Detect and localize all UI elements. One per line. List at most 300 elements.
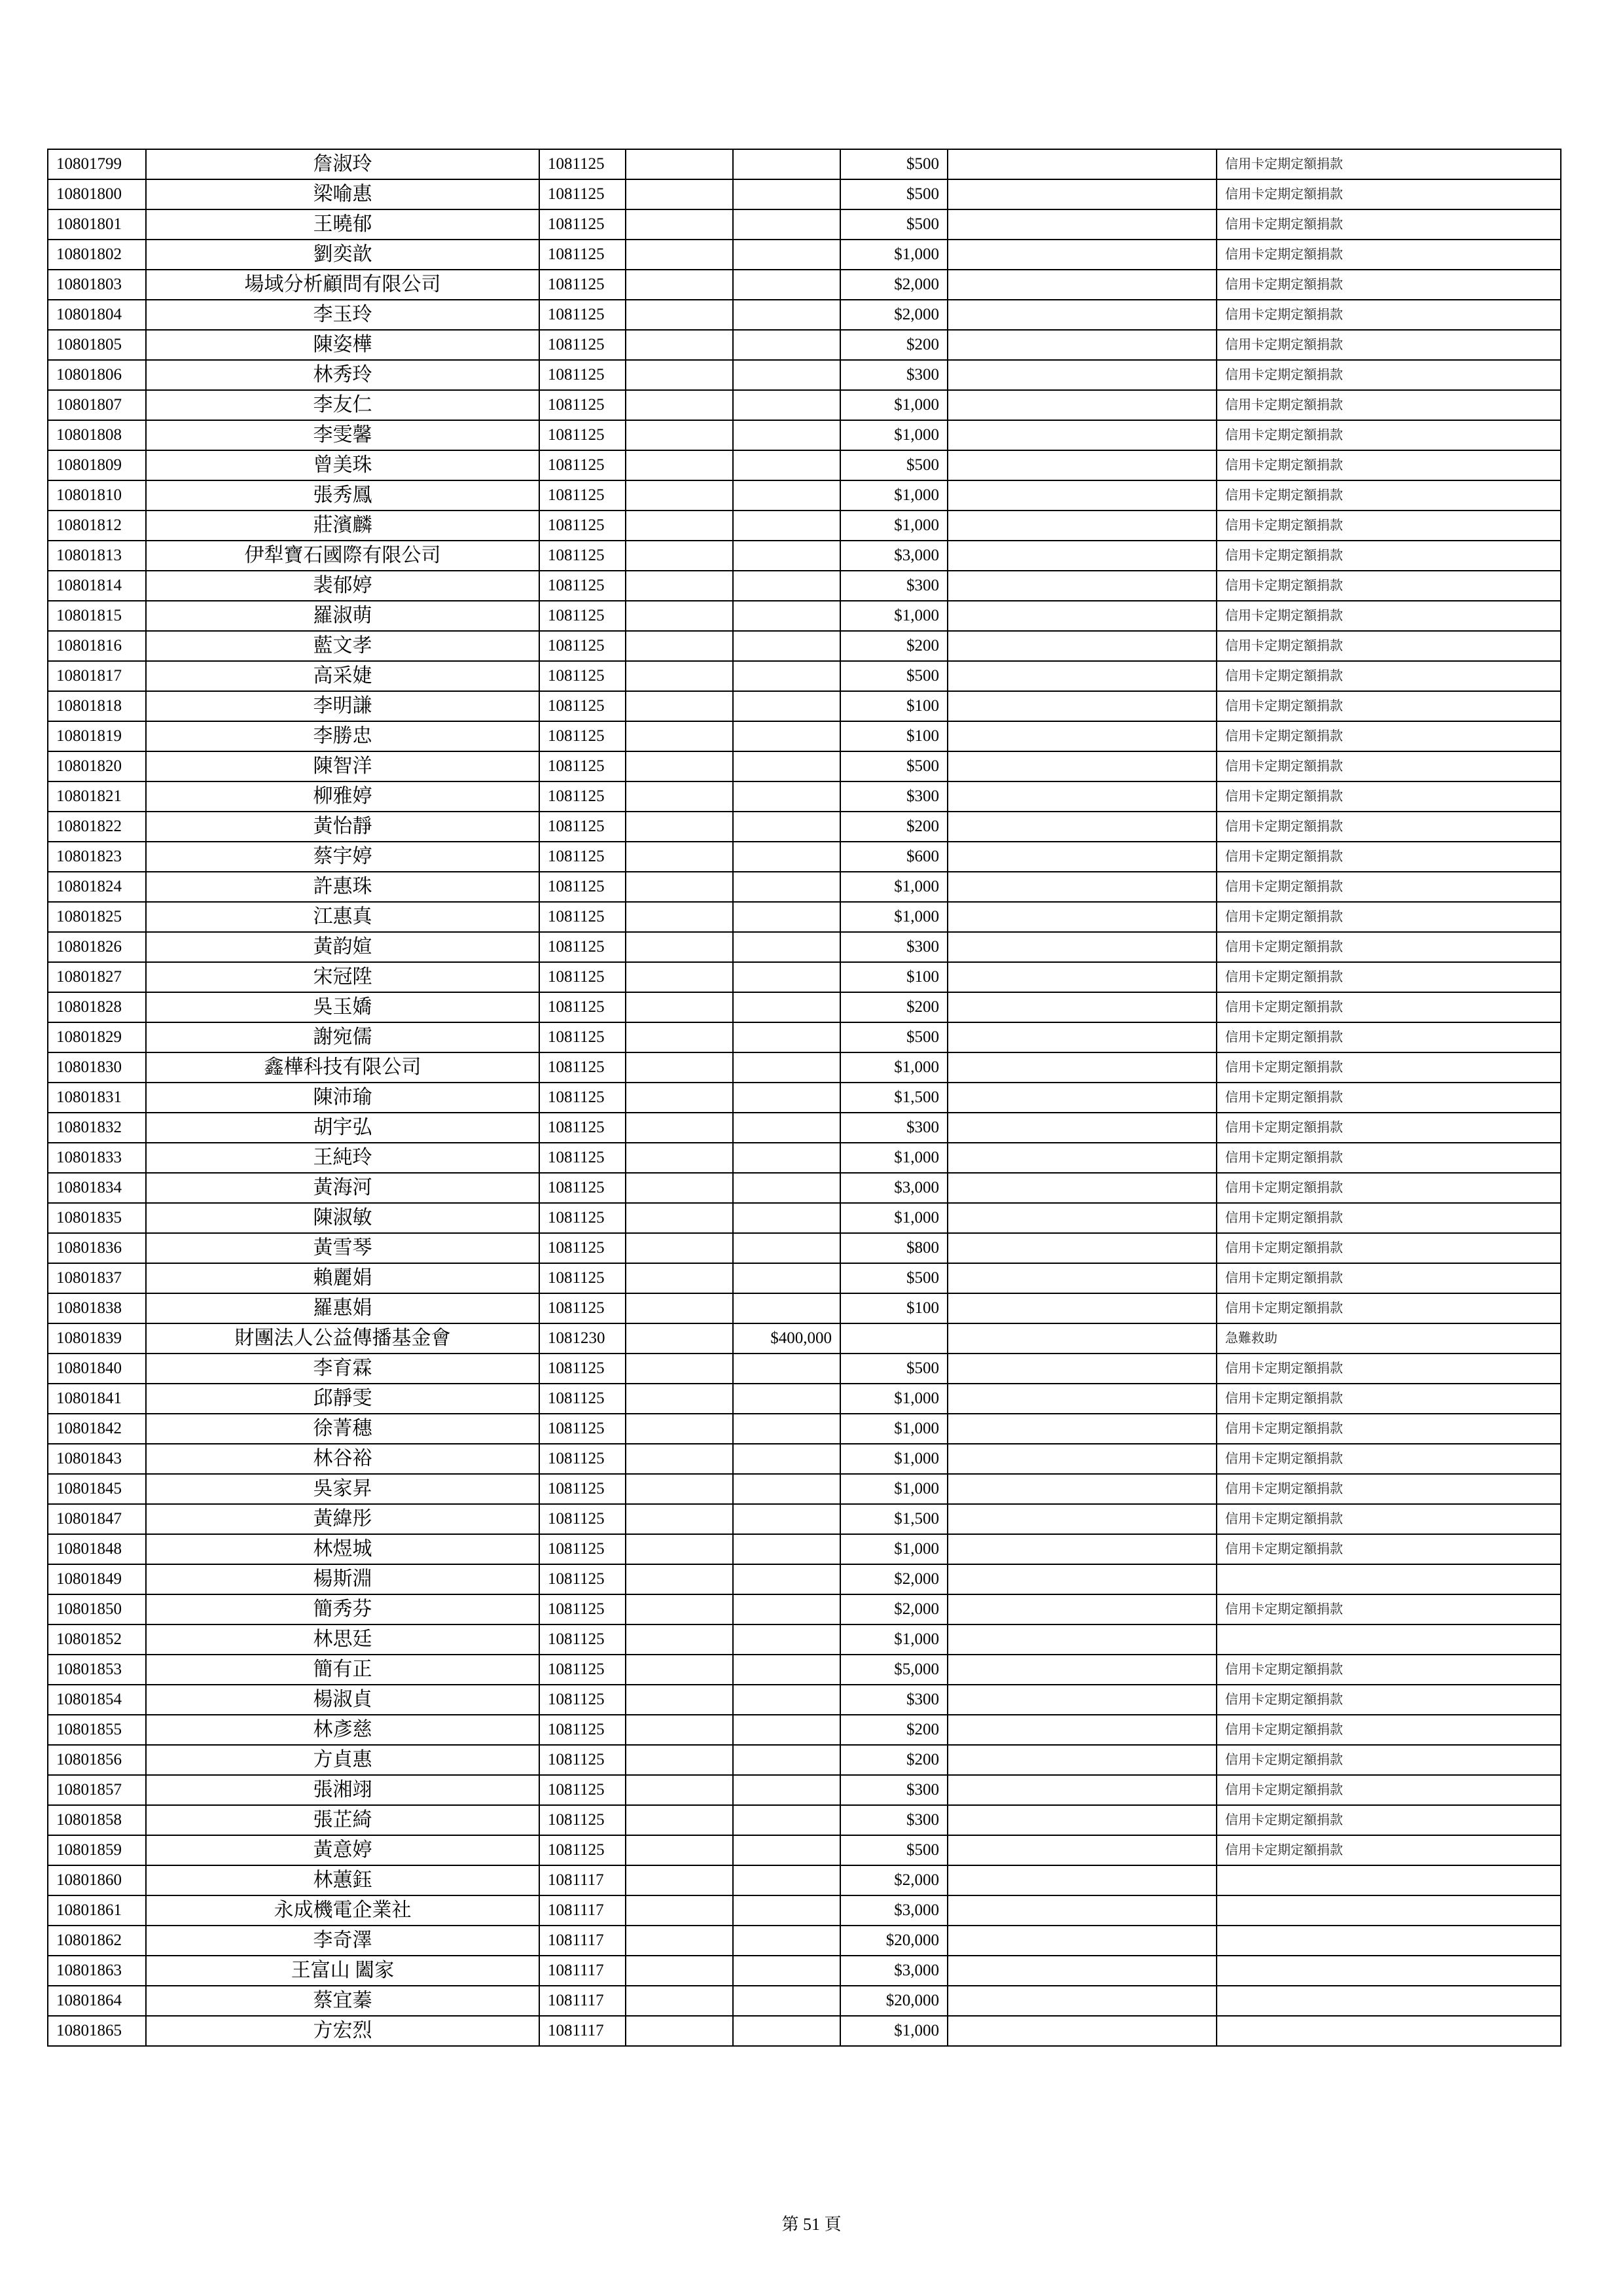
column-7-cell bbox=[948, 1504, 1217, 1534]
table-row bbox=[48, 1594, 1561, 1624]
column-5-amount-cell bbox=[733, 1534, 840, 1564]
receipt-number-cell: 10801850 bbox=[48, 1594, 146, 1624]
donation-amount-cell: $500 bbox=[840, 1022, 948, 1052]
column-7-cell bbox=[948, 1083, 1217, 1113]
donation-amount-cell: $1,000 bbox=[840, 390, 948, 420]
column-7-cell bbox=[948, 209, 1217, 240]
column-5-amount-cell bbox=[733, 1444, 840, 1474]
column-7-cell bbox=[948, 1444, 1217, 1474]
donor-name-cell: 林彥慈 bbox=[146, 1715, 539, 1745]
donor-name-cell: 黃韵媗 bbox=[146, 932, 539, 962]
column-7-cell bbox=[948, 1986, 1217, 2016]
column-5-amount-cell bbox=[733, 1203, 840, 1233]
receipt-number-cell: 10801863 bbox=[48, 1956, 146, 1986]
table-row bbox=[48, 1986, 1561, 2016]
receipt-number-cell: 10801830 bbox=[48, 1052, 146, 1083]
column-4-cell bbox=[626, 1745, 733, 1775]
donor-name-cell: 簡有正 bbox=[146, 1655, 539, 1685]
donation-date-cell: 1081230 bbox=[539, 1323, 626, 1354]
table-row bbox=[48, 420, 1561, 450]
donation-note-cell: 信用卡定期定額捐款 bbox=[1217, 149, 1561, 179]
donation-amount-cell: $300 bbox=[840, 1805, 948, 1835]
donor-name-cell: 蔡宜蓁 bbox=[146, 1986, 539, 2016]
column-7-cell bbox=[948, 691, 1217, 721]
donation-note-cell: 信用卡定期定額捐款 bbox=[1217, 1022, 1561, 1052]
donor-name-cell: 羅惠娟 bbox=[146, 1293, 539, 1323]
table-row bbox=[48, 962, 1561, 992]
donation-date-cell: 1081125 bbox=[539, 721, 626, 751]
column-5-amount-cell bbox=[733, 992, 840, 1022]
donor-name-cell: 場域分析顧問有限公司 bbox=[146, 270, 539, 300]
donation-amount-cell: $200 bbox=[840, 992, 948, 1022]
donation-amount-cell: $20,000 bbox=[840, 1986, 948, 2016]
column-5-amount-cell bbox=[733, 631, 840, 661]
donation-date-cell: 1081125 bbox=[539, 932, 626, 962]
column-7-cell bbox=[948, 962, 1217, 992]
donation-note-cell: 信用卡定期定額捐款 bbox=[1217, 1775, 1561, 1805]
table-row bbox=[48, 1775, 1561, 1805]
column-4-cell bbox=[626, 300, 733, 330]
column-7-cell bbox=[948, 149, 1217, 179]
donor-name-cell: 江惠真 bbox=[146, 902, 539, 932]
donation-amount-cell: $200 bbox=[840, 631, 948, 661]
donation-amount-cell: $500 bbox=[840, 179, 948, 209]
table-row bbox=[48, 902, 1561, 932]
donation-note-cell: 信用卡定期定額捐款 bbox=[1217, 541, 1561, 571]
table-row bbox=[48, 571, 1561, 601]
donor-name-cell: 林思廷 bbox=[146, 1624, 539, 1655]
donation-date-cell: 1081125 bbox=[539, 1143, 626, 1173]
receipt-number-cell: 10801841 bbox=[48, 1384, 146, 1414]
column-7-cell bbox=[948, 842, 1217, 872]
donation-date-cell: 1081125 bbox=[539, 691, 626, 721]
donation-amount-cell: $2,000 bbox=[840, 1865, 948, 1895]
donation-date-cell: 1081125 bbox=[539, 1474, 626, 1504]
column-5-amount-cell bbox=[733, 1474, 840, 1504]
column-7-cell bbox=[948, 541, 1217, 571]
receipt-number-cell: 10801814 bbox=[48, 571, 146, 601]
receipt-number-cell: 10801813 bbox=[48, 541, 146, 571]
donation-amount-cell: $300 bbox=[840, 932, 948, 962]
donation-date-cell: 1081125 bbox=[539, 1173, 626, 1203]
column-5-amount-cell bbox=[733, 571, 840, 601]
column-7-cell bbox=[948, 1956, 1217, 1986]
column-5-amount-cell bbox=[733, 330, 840, 360]
column-5-amount-cell bbox=[733, 1263, 840, 1293]
receipt-number-cell: 10801826 bbox=[48, 932, 146, 962]
receipt-number-cell: 10801820 bbox=[48, 751, 146, 781]
donation-note-cell: 信用卡定期定額捐款 bbox=[1217, 1263, 1561, 1293]
donation-date-cell: 1081125 bbox=[539, 1444, 626, 1474]
receipt-number-cell: 10801836 bbox=[48, 1233, 146, 1263]
donation-date-cell: 1081125 bbox=[539, 1624, 626, 1655]
donation-note-cell: 信用卡定期定額捐款 bbox=[1217, 360, 1561, 390]
column-4-cell bbox=[626, 360, 733, 390]
donor-name-cell: 李奇澤 bbox=[146, 1926, 539, 1956]
donation-date-cell: 1081125 bbox=[539, 781, 626, 812]
column-7-cell bbox=[948, 1805, 1217, 1835]
donor-name-cell: 莊濱麟 bbox=[146, 511, 539, 541]
donation-amount-cell: $300 bbox=[840, 1775, 948, 1805]
receipt-number-cell: 10801832 bbox=[48, 1113, 146, 1143]
column-4-cell bbox=[626, 992, 733, 1022]
column-4-cell bbox=[626, 1263, 733, 1293]
column-5-amount-cell bbox=[733, 300, 840, 330]
donation-date-cell: 1081125 bbox=[539, 1113, 626, 1143]
column-7-cell bbox=[948, 270, 1217, 300]
donation-note-cell: 信用卡定期定額捐款 bbox=[1217, 209, 1561, 240]
donation-amount-cell: $300 bbox=[840, 781, 948, 812]
column-5-amount-cell bbox=[733, 511, 840, 541]
donor-name-cell: 柳雅婷 bbox=[146, 781, 539, 812]
donor-name-cell: 賴麗娟 bbox=[146, 1263, 539, 1293]
donation-date-cell: 1081125 bbox=[539, 842, 626, 872]
table-row bbox=[48, 330, 1561, 360]
donor-name-cell: 財團法人公益傳播基金會 bbox=[146, 1323, 539, 1354]
donation-date-cell: 1081125 bbox=[539, 1534, 626, 1564]
donation-amount-cell: $500 bbox=[840, 450, 948, 480]
column-4-cell bbox=[626, 149, 733, 179]
column-4-cell bbox=[626, 420, 733, 450]
table-row bbox=[48, 1414, 1561, 1444]
donor-name-cell: 謝宛儒 bbox=[146, 1022, 539, 1052]
column-5-amount-cell bbox=[733, 1805, 840, 1835]
donation-amount-cell: $1,000 bbox=[840, 1414, 948, 1444]
column-5-amount-cell bbox=[733, 240, 840, 270]
column-5-amount-cell bbox=[733, 932, 840, 962]
donation-amount-cell: $500 bbox=[840, 661, 948, 691]
column-7-cell bbox=[948, 1173, 1217, 1203]
donation-amount-cell: $500 bbox=[840, 1835, 948, 1865]
donation-note-cell: 信用卡定期定額捐款 bbox=[1217, 781, 1561, 812]
column-5-amount-cell bbox=[733, 1083, 840, 1113]
column-4-cell bbox=[626, 1323, 733, 1354]
column-7-cell bbox=[948, 1263, 1217, 1293]
donation-note-cell: 信用卡定期定額捐款 bbox=[1217, 1745, 1561, 1775]
donation-note-cell: 信用卡定期定額捐款 bbox=[1217, 1293, 1561, 1323]
column-4-cell bbox=[626, 932, 733, 962]
receipt-number-cell: 10801822 bbox=[48, 812, 146, 842]
column-7-cell bbox=[948, 1534, 1217, 1564]
donation-date-cell: 1081125 bbox=[539, 179, 626, 209]
column-5-amount-cell bbox=[733, 872, 840, 902]
column-5-amount-cell bbox=[733, 1384, 840, 1414]
donor-name-cell: 宋冠陞 bbox=[146, 962, 539, 992]
column-4-cell bbox=[626, 480, 733, 511]
column-4-cell bbox=[626, 330, 733, 360]
column-7-cell bbox=[948, 1384, 1217, 1414]
column-4-cell bbox=[626, 781, 733, 812]
donation-date-cell: 1081125 bbox=[539, 450, 626, 480]
donation-date-cell: 1081125 bbox=[539, 541, 626, 571]
column-5-amount-cell bbox=[733, 1143, 840, 1173]
donor-name-cell: 黃緯彤 bbox=[146, 1504, 539, 1534]
column-4-cell bbox=[626, 1143, 733, 1173]
donation-date-cell: 1081125 bbox=[539, 1805, 626, 1835]
donation-date-cell: 1081125 bbox=[539, 812, 626, 842]
table-row bbox=[48, 1745, 1561, 1775]
column-7-cell bbox=[948, 1474, 1217, 1504]
table-row bbox=[48, 179, 1561, 209]
donation-date-cell: 1081125 bbox=[539, 962, 626, 992]
column-5-amount-cell bbox=[733, 1685, 840, 1715]
column-4-cell bbox=[626, 541, 733, 571]
donation-amount-cell: $2,000 bbox=[840, 300, 948, 330]
donation-date-cell: 1081125 bbox=[539, 1354, 626, 1384]
receipt-number-cell: 10801852 bbox=[48, 1624, 146, 1655]
donor-name-cell: 王純玲 bbox=[146, 1143, 539, 1173]
donor-name-cell: 張芷綺 bbox=[146, 1805, 539, 1835]
column-5-amount-cell bbox=[733, 1414, 840, 1444]
donation-date-cell: 1081125 bbox=[539, 1083, 626, 1113]
column-5-amount-cell bbox=[733, 149, 840, 179]
column-7-cell bbox=[948, 872, 1217, 902]
column-5-amount-cell bbox=[733, 691, 840, 721]
column-4-cell bbox=[626, 1534, 733, 1564]
receipt-number-cell: 10801837 bbox=[48, 1263, 146, 1293]
column-4-cell bbox=[626, 1052, 733, 1083]
column-4-cell bbox=[626, 1655, 733, 1685]
column-5-amount-cell bbox=[733, 390, 840, 420]
column-7-cell bbox=[948, 1564, 1217, 1594]
donation-date-cell: 1081125 bbox=[539, 330, 626, 360]
donation-note-cell: 信用卡定期定額捐款 bbox=[1217, 661, 1561, 691]
column-7-cell bbox=[948, 601, 1217, 631]
donation-note-cell bbox=[1217, 1986, 1561, 2016]
donor-name-cell: 伊犁寶石國際有限公司 bbox=[146, 541, 539, 571]
donation-date-cell: 1081125 bbox=[539, 1384, 626, 1414]
column-4-cell bbox=[626, 1594, 733, 1624]
donation-amount-cell bbox=[840, 1323, 948, 1354]
column-4-cell bbox=[626, 1624, 733, 1655]
donation-amount-cell: $300 bbox=[840, 360, 948, 390]
donor-name-cell: 陳姿樺 bbox=[146, 330, 539, 360]
donation-date-cell: 1081125 bbox=[539, 1685, 626, 1715]
donation-note-cell: 信用卡定期定額捐款 bbox=[1217, 1052, 1561, 1083]
column-4-cell bbox=[626, 209, 733, 240]
receipt-number-cell: 10801807 bbox=[48, 390, 146, 420]
table-row bbox=[48, 631, 1561, 661]
receipt-number-cell: 10801854 bbox=[48, 1685, 146, 1715]
donor-name-cell: 梁喻惠 bbox=[146, 179, 539, 209]
column-5-amount-cell bbox=[733, 1564, 840, 1594]
donation-amount-cell: $1,000 bbox=[840, 420, 948, 450]
donation-ledger-table bbox=[47, 149, 1561, 2047]
table-row bbox=[48, 1143, 1561, 1173]
donation-amount-cell: $800 bbox=[840, 1233, 948, 1263]
donation-amount-cell: $3,000 bbox=[840, 1173, 948, 1203]
donor-name-cell: 鑫樺科技有限公司 bbox=[146, 1052, 539, 1083]
receipt-number-cell: 10801847 bbox=[48, 1504, 146, 1534]
receipt-number-cell: 10801800 bbox=[48, 179, 146, 209]
receipt-number-cell: 10801802 bbox=[48, 240, 146, 270]
receipt-number-cell: 10801824 bbox=[48, 872, 146, 902]
column-5-amount-cell bbox=[733, 1715, 840, 1745]
column-4-cell bbox=[626, 1685, 733, 1715]
donor-name-cell: 王曉郁 bbox=[146, 209, 539, 240]
donation-note-cell: 信用卡定期定額捐款 bbox=[1217, 601, 1561, 631]
column-7-cell bbox=[948, 812, 1217, 842]
table-row bbox=[48, 511, 1561, 541]
donation-note-cell: 信用卡定期定額捐款 bbox=[1217, 751, 1561, 781]
table-row bbox=[48, 450, 1561, 480]
donation-amount-cell: $1,000 bbox=[840, 240, 948, 270]
column-5-amount-cell bbox=[733, 902, 840, 932]
donor-name-cell: 陳沛瑜 bbox=[146, 1083, 539, 1113]
donor-name-cell: 林蕙鈺 bbox=[146, 1865, 539, 1895]
donor-name-cell: 陳淑敏 bbox=[146, 1203, 539, 1233]
donation-amount-cell: $2,000 bbox=[840, 1594, 948, 1624]
table-row bbox=[48, 2016, 1561, 2046]
donation-amount-cell: $200 bbox=[840, 330, 948, 360]
column-4-cell bbox=[626, 1835, 733, 1865]
table-row bbox=[48, 842, 1561, 872]
receipt-number-cell: 10801855 bbox=[48, 1715, 146, 1745]
column-4-cell bbox=[626, 1414, 733, 1444]
column-5-amount-cell bbox=[733, 209, 840, 240]
table-row bbox=[48, 781, 1561, 812]
column-5-amount-cell bbox=[733, 1865, 840, 1895]
receipt-number-cell: 10801805 bbox=[48, 330, 146, 360]
column-4-cell bbox=[626, 1956, 733, 1986]
column-7-cell bbox=[948, 450, 1217, 480]
donation-note-cell: 信用卡定期定額捐款 bbox=[1217, 480, 1561, 511]
column-5-amount-cell bbox=[733, 1504, 840, 1534]
donation-amount-cell: $100 bbox=[840, 691, 948, 721]
receipt-number-cell: 10801809 bbox=[48, 450, 146, 480]
donation-date-cell: 1081125 bbox=[539, 480, 626, 511]
receipt-number-cell: 10801823 bbox=[48, 842, 146, 872]
column-4-cell bbox=[626, 1564, 733, 1594]
receipt-number-cell: 10801819 bbox=[48, 721, 146, 751]
column-4-cell bbox=[626, 1504, 733, 1534]
table-row bbox=[48, 601, 1561, 631]
donation-note-cell: 信用卡定期定額捐款 bbox=[1217, 1083, 1561, 1113]
donation-date-cell: 1081125 bbox=[539, 601, 626, 631]
column-4-cell bbox=[626, 721, 733, 751]
donation-date-cell: 1081117 bbox=[539, 1986, 626, 2016]
donation-note-cell: 信用卡定期定額捐款 bbox=[1217, 812, 1561, 842]
donor-name-cell: 裴郁婷 bbox=[146, 571, 539, 601]
donation-date-cell: 1081125 bbox=[539, 1564, 626, 1594]
donation-note-cell: 信用卡定期定額捐款 bbox=[1217, 1474, 1561, 1504]
column-5-amount-cell bbox=[733, 270, 840, 300]
donation-amount-cell: $2,000 bbox=[840, 270, 948, 300]
column-5-amount-cell bbox=[733, 480, 840, 511]
column-4-cell bbox=[626, 1865, 733, 1895]
donation-date-cell: 1081125 bbox=[539, 1775, 626, 1805]
table-row bbox=[48, 1926, 1561, 1956]
donor-name-cell: 許惠珠 bbox=[146, 872, 539, 902]
receipt-number-cell: 10801840 bbox=[48, 1354, 146, 1384]
donation-amount-cell: $1,000 bbox=[840, 1534, 948, 1564]
donor-name-cell: 藍文孝 bbox=[146, 631, 539, 661]
column-4-cell bbox=[626, 601, 733, 631]
column-4-cell bbox=[626, 179, 733, 209]
donation-note-cell: 信用卡定期定額捐款 bbox=[1217, 270, 1561, 300]
column-5-amount-cell bbox=[733, 450, 840, 480]
table-row bbox=[48, 541, 1561, 571]
column-4-cell bbox=[626, 631, 733, 661]
donation-date-cell: 1081125 bbox=[539, 751, 626, 781]
donation-note-cell: 信用卡定期定額捐款 bbox=[1217, 450, 1561, 480]
donation-date-cell: 1081125 bbox=[539, 1745, 626, 1775]
receipt-number-cell: 10801860 bbox=[48, 1865, 146, 1895]
table-row bbox=[48, 1323, 1561, 1354]
table-row bbox=[48, 812, 1561, 842]
donor-name-cell: 劉奕歆 bbox=[146, 240, 539, 270]
column-5-amount-cell bbox=[733, 1655, 840, 1685]
donation-note-cell: 信用卡定期定額捐款 bbox=[1217, 872, 1561, 902]
table-row bbox=[48, 1354, 1561, 1384]
table-row bbox=[48, 992, 1561, 1022]
table-row bbox=[48, 721, 1561, 751]
column-4-cell bbox=[626, 1805, 733, 1835]
table-row bbox=[48, 1263, 1561, 1293]
donation-date-cell: 1081125 bbox=[539, 1414, 626, 1444]
column-4-cell bbox=[626, 751, 733, 781]
column-4-cell bbox=[626, 1384, 733, 1414]
donation-amount-cell: $500 bbox=[840, 149, 948, 179]
column-5-amount-cell bbox=[733, 842, 840, 872]
table-row bbox=[48, 1655, 1561, 1685]
donation-date-cell: 1081125 bbox=[539, 872, 626, 902]
table-row bbox=[48, 390, 1561, 420]
receipt-number-cell: 10801817 bbox=[48, 661, 146, 691]
column-7-cell bbox=[948, 721, 1217, 751]
table-row bbox=[48, 1203, 1561, 1233]
donation-note-cell: 信用卡定期定額捐款 bbox=[1217, 1414, 1561, 1444]
column-7-cell bbox=[948, 631, 1217, 661]
column-7-cell bbox=[948, 1926, 1217, 1956]
column-4-cell bbox=[626, 511, 733, 541]
donor-name-cell: 黃意婷 bbox=[146, 1835, 539, 1865]
column-5-amount-cell bbox=[733, 1624, 840, 1655]
column-4-cell bbox=[626, 1926, 733, 1956]
column-7-cell bbox=[948, 1022, 1217, 1052]
column-5-amount-cell bbox=[733, 1233, 840, 1263]
donation-amount-cell: $20,000 bbox=[840, 1926, 948, 1956]
column-4-cell bbox=[626, 1895, 733, 1926]
column-4-cell bbox=[626, 1293, 733, 1323]
column-5-amount-cell bbox=[733, 1022, 840, 1052]
donation-note-cell: 信用卡定期定額捐款 bbox=[1217, 1444, 1561, 1474]
table-row bbox=[48, 661, 1561, 691]
donation-note-cell bbox=[1217, 1926, 1561, 1956]
donation-note-cell: 信用卡定期定額捐款 bbox=[1217, 1384, 1561, 1414]
donation-note-cell: 信用卡定期定額捐款 bbox=[1217, 1835, 1561, 1865]
donation-amount-cell: $300 bbox=[840, 571, 948, 601]
column-7-cell bbox=[948, 1624, 1217, 1655]
column-7-cell bbox=[948, 480, 1217, 511]
donation-date-cell: 1081125 bbox=[539, 1835, 626, 1865]
donation-amount-cell: $500 bbox=[840, 209, 948, 240]
donor-name-cell: 王富山 闔家 bbox=[146, 1956, 539, 1986]
receipt-number-cell: 10801810 bbox=[48, 480, 146, 511]
column-4-cell bbox=[626, 812, 733, 842]
receipt-number-cell: 10801812 bbox=[48, 511, 146, 541]
column-4-cell bbox=[626, 390, 733, 420]
donor-name-cell: 邱靜雯 bbox=[146, 1384, 539, 1414]
donation-note-cell: 信用卡定期定額捐款 bbox=[1217, 390, 1561, 420]
donation-date-cell: 1081125 bbox=[539, 300, 626, 330]
receipt-number-cell: 10801842 bbox=[48, 1414, 146, 1444]
donation-note-cell: 信用卡定期定額捐款 bbox=[1217, 962, 1561, 992]
donation-amount-cell: $1,000 bbox=[840, 1474, 948, 1504]
column-7-cell bbox=[948, 1835, 1217, 1865]
donation-date-cell: 1081125 bbox=[539, 1594, 626, 1624]
donor-name-cell: 簡秀芬 bbox=[146, 1594, 539, 1624]
